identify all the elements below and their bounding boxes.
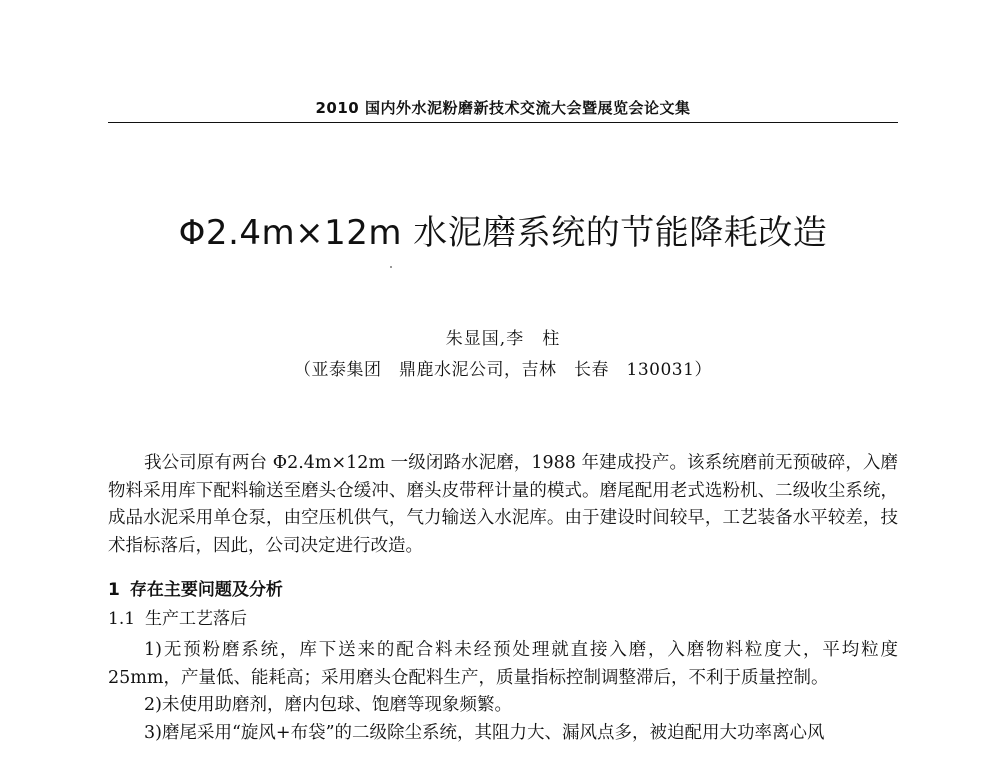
intro-paragraph: 我公司原有两台 Φ2.4m×12m 一级闭路水泥磨，1988 年建成投产。该系统磨前无预破碎，入磨物料采用库下配料输送至磨头仓缓冲、磨头皮带秤计量的模式。磨尾配用老式选粉机、二级收尘系统，成品水泥采用单仓泵，由空压机供气，气力输送入水泥库。由于建设时间较早，工艺装备水平较差，技术指标落后，因此，公司决定进行改造。 bbox=[108, 453, 898, 556]
scan-speck bbox=[390, 266, 392, 268]
subsection-title: 生产工艺落后 bbox=[145, 609, 248, 629]
article-title: Φ2.4m×12m 水泥磨系统的节能降耗改造 bbox=[178, 213, 828, 253]
list-item: 3)磨尾采用“旋风+布袋”的二级除尘系统，其阻力大、漏风点多，被迫配用大功率离心风 bbox=[144, 723, 825, 743]
list-item: 1)无预粉磨系统，库下送来的配合料未经预处理就直接入磨，入磨物料粒度大，平均粒度25mm，产量低、能耗高；采用磨头仓配料生产，质量指标控制调整滞后，不利于质量控制。 bbox=[108, 640, 898, 688]
running-header: 2010 国内外水泥粉磨新技术交流大会暨展览会论文集 bbox=[315, 99, 691, 117]
article-authors: 朱显国,李 柱 bbox=[445, 329, 561, 349]
section-title: 存在主要问题及分析 bbox=[129, 580, 283, 600]
section-number: 1 bbox=[108, 580, 120, 600]
article-affiliation: （亚泰集团 鼎鹿水泥公司，吉林 长春 130031） bbox=[294, 360, 712, 380]
subsection-heading bbox=[108, 606, 898, 634]
subsection-number: 1.1 bbox=[108, 609, 136, 629]
section-heading bbox=[108, 577, 898, 605]
header-rule bbox=[108, 122, 898, 123]
list-item: 2)未使用助磨剂，磨内包球、饱磨等现象频繁。 bbox=[144, 695, 512, 715]
